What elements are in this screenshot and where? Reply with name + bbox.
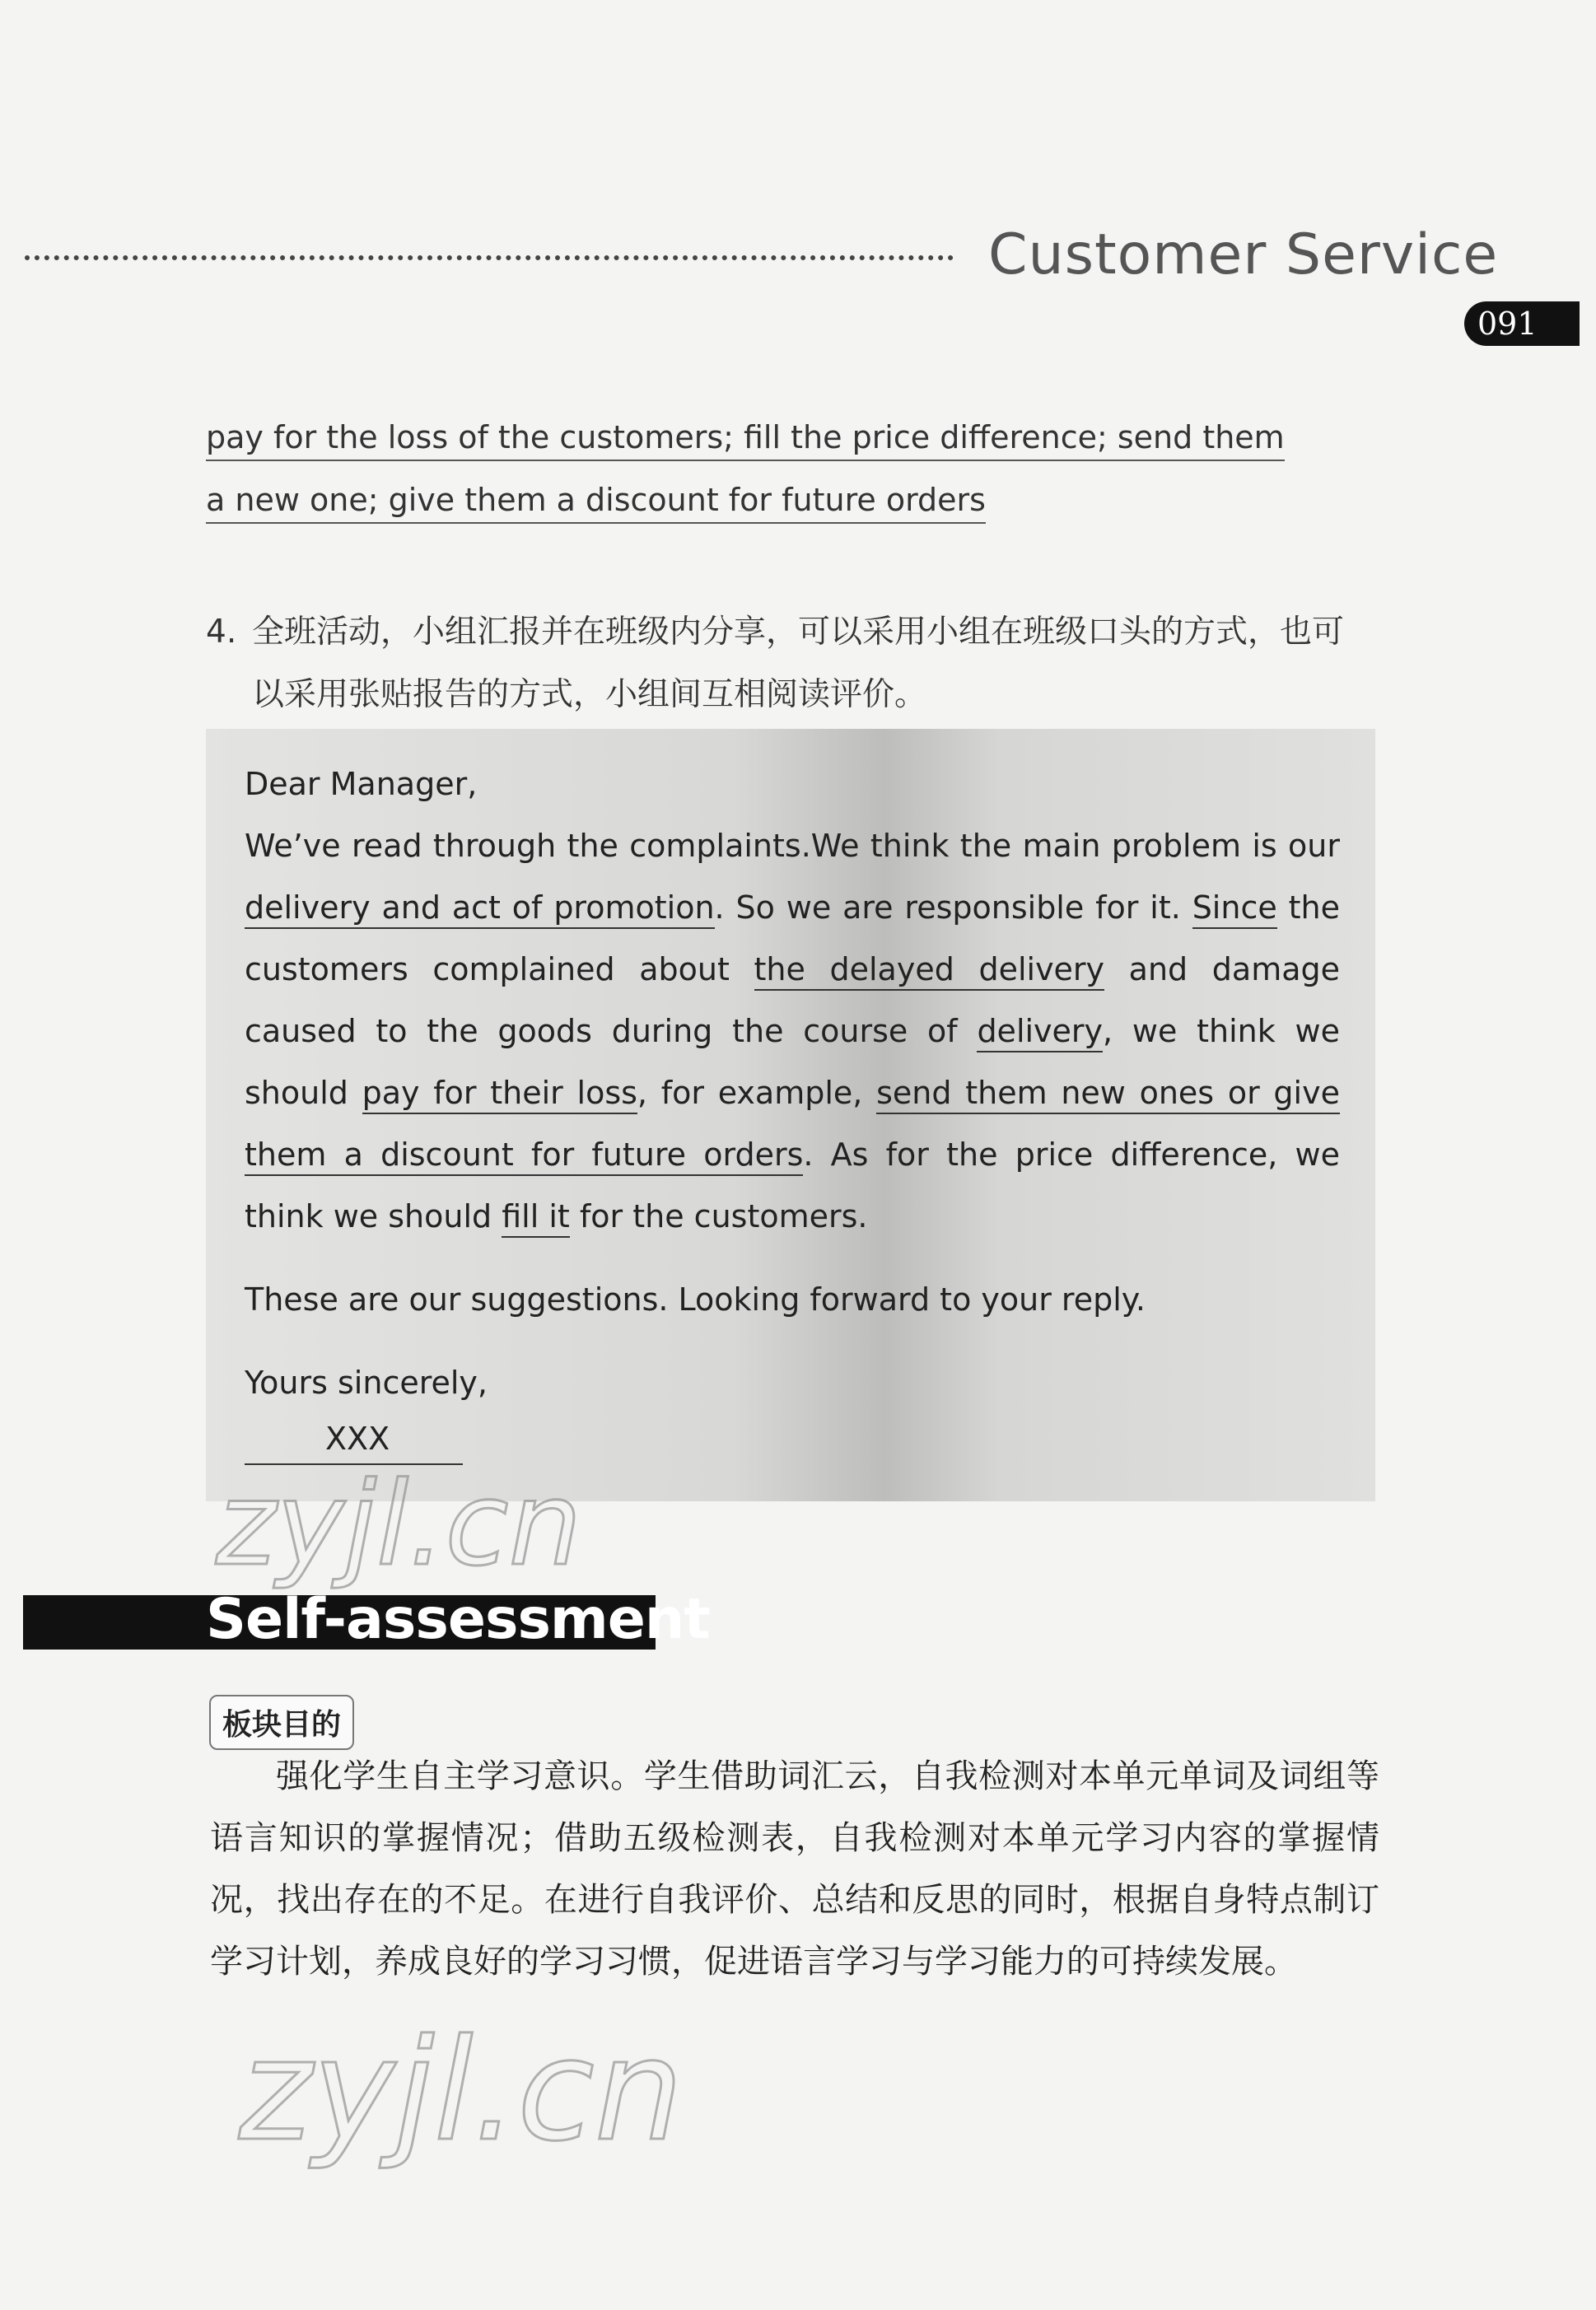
question-number: 4. bbox=[206, 614, 237, 651]
letter-text: , we think we should bbox=[245, 1013, 1340, 1111]
letter-text: for the customers. bbox=[569, 1198, 868, 1234]
letter-signature: XXX bbox=[325, 1421, 390, 1457]
letter-text: the customers complained about bbox=[245, 889, 1340, 987]
question-4-line-1: 4. 全班活动，小组汇报并在班级内分享，可以采用小组在班级口头的方式，也可 bbox=[206, 601, 1375, 664]
letter-text: , for example, bbox=[637, 1075, 877, 1111]
underlined-answer: the delayed delivery bbox=[754, 951, 1105, 991]
underlined-answer: fill it bbox=[502, 1198, 570, 1238]
header-dotted-rule bbox=[25, 255, 954, 260]
letter-text: We’ve read through the complaints.We think the main problem is our bbox=[245, 828, 1340, 864]
answer-line-2: a new one; give them a discount for future orders bbox=[206, 481, 986, 524]
underlined-answer: delivery bbox=[977, 1013, 1103, 1052]
watermark-logo: zyjl.cn bbox=[239, 2009, 684, 2172]
purpose-label: 板块目的 bbox=[209, 1695, 354, 1750]
question-4-line-2: 以采用张贴报告的方式，小组间互相阅读评价。 bbox=[252, 676, 927, 713]
letter-body bbox=[245, 815, 1340, 1248]
section-title: Self-assessment bbox=[206, 1587, 710, 1652]
purpose-text: 强化学生自主学习意识。学生借助词汇云，自我检测对本单元单词及词组等语言知识的掌握情况；借助五级检测表，自我检测对本单元学习内容的掌握情况，找出存在的不足。在进行自我评价、总结和反思的同时，根据自身特点制订学习计划，养成良好的学习习惯，促进语言学习与学习能力的可持续发展。 bbox=[210, 1757, 1379, 1981]
letter-closing-line: These are our suggestions. Looking forward to your reply. bbox=[245, 1281, 1146, 1318]
watermark-logo: zyjl.cn bbox=[216, 1458, 582, 1592]
underlined-answer: Since bbox=[1192, 889, 1277, 929]
letter-greeting: Dear Manager, bbox=[245, 766, 478, 802]
letter-sign-off: Yours sincerely, bbox=[245, 1365, 488, 1401]
letter-text: . As for the price difference, we think we should bbox=[245, 1136, 1340, 1234]
answer-line-1: pay for the loss of the customers; fill the price difference; send them bbox=[206, 418, 1285, 461]
underlined-answer: send them new ones or give them a discount for future orders bbox=[245, 1075, 1340, 1176]
underlined-answer: pay for their loss bbox=[362, 1075, 637, 1114]
letter-text: and damage caused to the goods during the course of bbox=[245, 951, 1340, 1049]
underlined-answer: delivery and act of promotion bbox=[245, 889, 715, 929]
letter-text: . So we are responsible for it. bbox=[714, 889, 1192, 926]
sample-letter bbox=[245, 754, 1340, 1414]
page-number-badge: 091 bbox=[1464, 301, 1580, 346]
question-4 bbox=[206, 601, 1375, 726]
header-title: Customer Service bbox=[988, 222, 1499, 287]
